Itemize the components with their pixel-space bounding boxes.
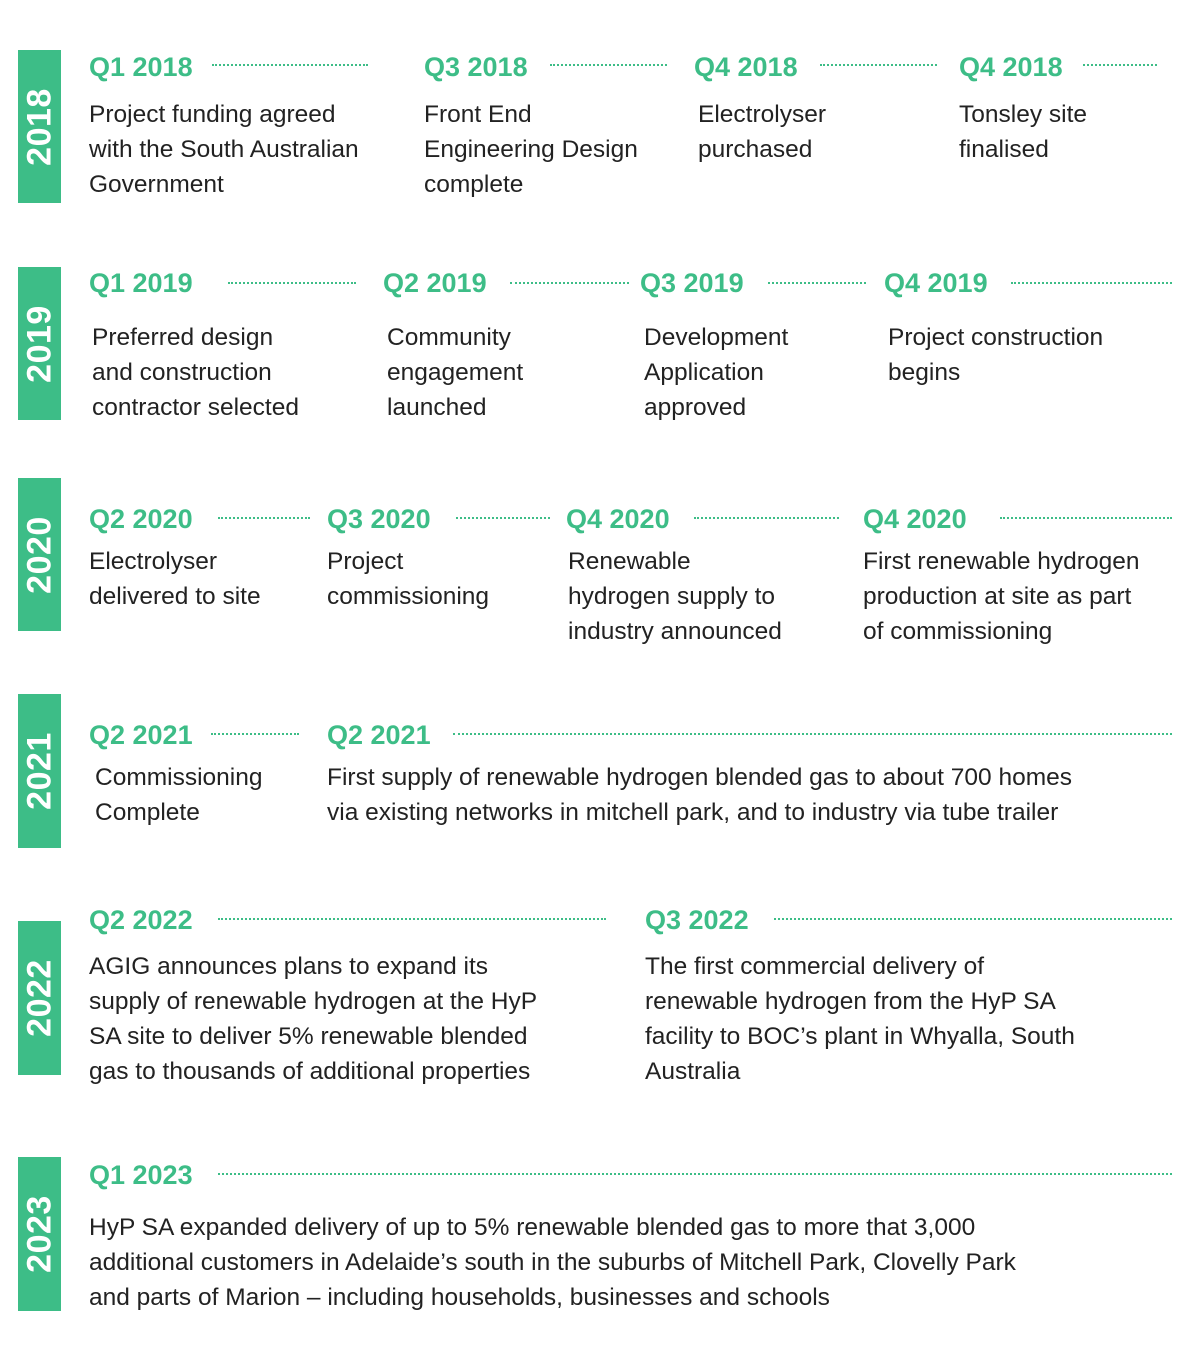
quarter-label: Q4 2019 <box>884 268 988 298</box>
description-line: Preferred design <box>92 324 274 351</box>
year-label: 2022 <box>20 959 58 1037</box>
milestone-description <box>89 544 261 614</box>
description-line: Project funding agreed <box>89 101 336 128</box>
description-line: Electrolyser <box>89 548 217 575</box>
description-line: Electrolyser <box>698 101 826 128</box>
milestone-description <box>387 320 523 425</box>
description-line: gas to thousands of additional properties <box>89 1058 531 1085</box>
description-line: additional customers in Adelaide’s south in the suburbs of Mitchell Park, Clovelly Park <box>89 1249 1016 1276</box>
description-line: Community <box>387 324 511 351</box>
quarter-label: Q4 2018 <box>959 52 1063 82</box>
description-line: First renewable hydrogen <box>863 548 1140 575</box>
milestone-description <box>92 320 299 425</box>
year-label: 2021 <box>20 732 58 810</box>
year-tab-2022 <box>18 921 61 1075</box>
milestone-description <box>568 544 782 649</box>
dotted-connector <box>456 517 550 519</box>
dotted-connector <box>550 64 667 66</box>
description-line: commissioning <box>327 583 490 610</box>
description-line: and construction <box>92 359 272 386</box>
description-line: with the South Australian <box>89 136 359 163</box>
description-line: hydrogen supply to <box>568 583 776 610</box>
quarter-label: Q2 2021 <box>327 720 431 750</box>
quarter-label: Q3 2019 <box>640 268 744 298</box>
description-line: Complete <box>95 799 200 826</box>
milestone-description <box>644 320 788 425</box>
dotted-connector <box>768 282 866 284</box>
description-line: Application <box>644 359 764 386</box>
description-line: complete <box>424 171 524 198</box>
year-label: 2019 <box>20 304 58 383</box>
milestone-description <box>888 320 1103 390</box>
quarter-label: Q2 2021 <box>89 720 193 750</box>
dotted-connector <box>218 1173 1172 1175</box>
quarter-label: Q3 2022 <box>645 905 749 935</box>
quarter-label: Q4 2018 <box>694 52 798 82</box>
description-line: of commissioning <box>863 618 1053 645</box>
description-line: Front End <box>424 101 532 128</box>
milestone-description <box>698 97 826 167</box>
quarter-label: Q3 2020 <box>327 504 431 534</box>
quarter-label: Q2 2022 <box>89 905 193 935</box>
dotted-connector <box>694 517 839 519</box>
description-line: Commissioning <box>95 764 263 791</box>
description-line: delivered to site <box>89 583 261 610</box>
description-line: Government <box>89 171 224 198</box>
description-line: renewable hydrogen from the HyP SA <box>645 988 1056 1015</box>
year-tab-2021 <box>18 694 61 848</box>
description-line: facility to BOC’s plant in Whyalla, South <box>645 1023 1075 1050</box>
description-line: production at site as part <box>863 583 1132 610</box>
milestone-description <box>959 97 1087 167</box>
description-line: Development <box>644 324 789 351</box>
milestone-description <box>863 544 1139 649</box>
milestone-description <box>327 760 1072 830</box>
dotted-connector <box>820 64 937 66</box>
milestone-description <box>95 760 262 830</box>
description-line: AGIG announces plans to expand its <box>89 953 489 980</box>
quarter-label: Q3 2018 <box>424 52 528 82</box>
description-line: Engineering Design <box>424 136 638 163</box>
description-line: via existing networks in mitchell park, and to industry via tube trailer <box>327 799 1059 826</box>
year-label: 2023 <box>20 1195 58 1273</box>
quarter-label: Q4 2020 <box>863 504 967 534</box>
dotted-connector <box>218 517 310 519</box>
description-line: begins <box>888 359 961 386</box>
description-line: launched <box>387 394 487 421</box>
description-line: and parts of Marion – including households, businesses and schools <box>89 1284 830 1311</box>
dotted-connector <box>212 64 368 66</box>
dotted-connector <box>1083 64 1157 66</box>
dotted-connector <box>453 733 1172 735</box>
milestone-description <box>89 97 359 202</box>
dotted-connector <box>218 918 606 920</box>
milestone-description <box>89 1210 1016 1315</box>
dotted-connector <box>228 282 356 284</box>
milestone-description <box>645 949 1075 1089</box>
quarter-label: Q4 2020 <box>566 504 670 534</box>
description-line: Renewable <box>568 548 691 575</box>
milestone-description <box>89 949 537 1089</box>
quarter-label: Q1 2023 <box>89 1160 193 1190</box>
year-tab-2019 <box>18 267 61 420</box>
dotted-connector <box>1011 282 1172 284</box>
year-label: 2020 <box>20 515 58 594</box>
description-line: contractor selected <box>92 394 299 421</box>
description-line: First supply of renewable hydrogen blended gas to about 700 homes <box>327 764 1073 791</box>
description-line: HyP SA expanded delivery of up to 5% renewable blended gas to more that 3,000 <box>89 1214 976 1241</box>
description-line: supply of renewable hydrogen at the HyP <box>89 988 538 1015</box>
dotted-connector <box>211 733 299 735</box>
description-line: approved <box>644 394 747 421</box>
description-line: finalised <box>959 136 1049 163</box>
year-label: 2018 <box>20 87 58 166</box>
quarter-label: Q2 2019 <box>383 268 487 298</box>
description-line: Project construction <box>888 324 1104 351</box>
dotted-connector <box>774 918 1172 920</box>
dotted-connector <box>1000 517 1172 519</box>
year-tab-2020 <box>18 478 61 631</box>
year-tab-2018 <box>18 50 61 203</box>
dotted-connector <box>510 282 629 284</box>
description-line: Tonsley site <box>959 101 1088 128</box>
quarter-label: Q1 2018 <box>89 52 193 82</box>
description-line: industry announced <box>568 618 782 645</box>
year-tab-2023 <box>18 1157 61 1311</box>
description-line: purchased <box>698 136 813 163</box>
description-line: engagement <box>387 359 524 386</box>
description-line: SA site to deliver 5% renewable blended <box>89 1023 528 1050</box>
quarter-label: Q2 2020 <box>89 504 193 534</box>
description-line: Project <box>327 548 404 575</box>
quarter-label: Q1 2019 <box>89 268 193 298</box>
description-line: Australia <box>645 1058 741 1085</box>
description-line: The first commercial delivery of <box>645 953 985 980</box>
milestone-description <box>327 544 489 614</box>
milestone-description <box>424 97 638 202</box>
